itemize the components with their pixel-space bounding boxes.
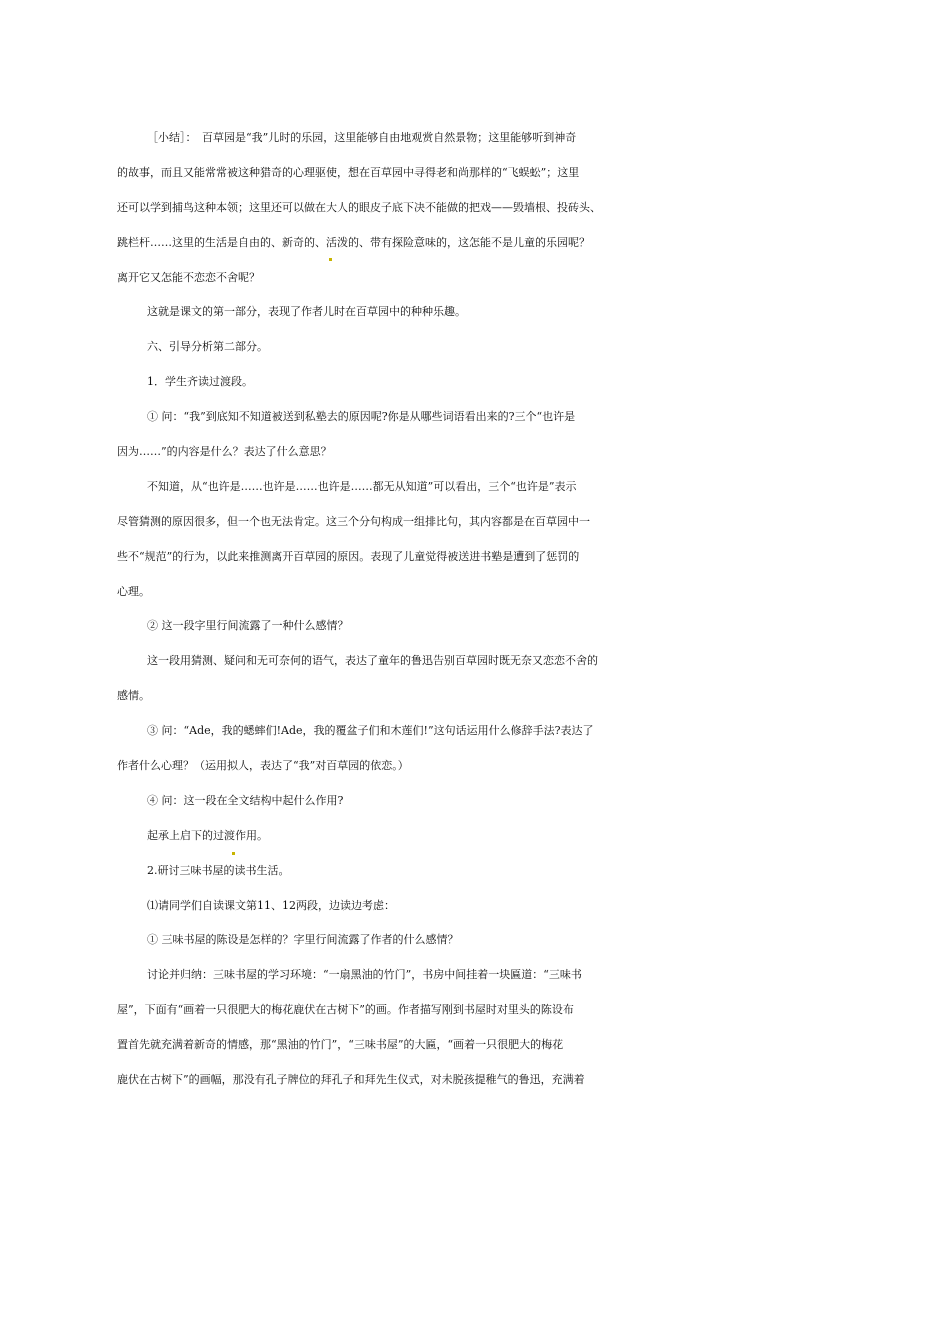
paragraph-line: 因为……”的内容是什么？表达了什么意思？ (117, 445, 332, 459)
paragraph-line: ① 三味书屋的陈设是怎样的？字里行间流露了作者的什么感情？ (147, 933, 459, 947)
paragraph-line: 讨论并归纳：三味书屋的学习环境：“一扇黑油的竹门”，书房中间挂着一块匾道：“三味书 (147, 968, 582, 982)
paragraph-line: ［小结］： 百草园是“我”儿时的乐园，这里能够自由地观赏自然景物；这里能够听到神奇 (147, 131, 577, 144)
paragraph-line: 起承上启下的过渡作用。 (147, 828, 268, 842)
paragraph-line: 这就是课文的第一部分，表现了作者儿时在百草园中的种种乐趣。 (147, 305, 466, 319)
small-mark (329, 258, 332, 261)
paragraph-line: 心理。 (117, 584, 150, 598)
paragraph-line: 置首先就充满着新奇的情感，那“黑油的竹门”，“三味书屋”的大匾，“画着一只很肥大的梅花 (117, 1038, 564, 1052)
paragraph-line: ② 这一段字里行间流露了一种什么感情？ (147, 619, 349, 633)
paragraph-line: 离开它又怎能不恋恋不舍呢？ (117, 270, 260, 284)
paragraph-line: 屋”，下面有“画着一只很肥大的梅花鹿伏在古树下”的画。作者描写刚到书屋时对里头的陈设布 (117, 1003, 574, 1017)
paragraph-line: 些不“规范”的行为，以此来推测离开百草园的原因。表现了儿童觉得被送进书塾是遭到了惩罚的 (117, 549, 580, 563)
paragraph-line: 不知道，从“也许是……也许是……也许是……都无从知道”可以看出，三个“也许是”表示 (147, 479, 577, 493)
paragraph-line: 六、引导分析第二部分。 (147, 340, 268, 354)
paragraph-line: 2.研讨三味书屋的读书生活。 (147, 863, 290, 877)
paragraph-line: 还可以学到捕鸟这种本领；这里还可以做在大人的眼皮子底下决不能做的把戏——毁墙根、投砖头、 (117, 200, 601, 214)
document-body (117, 121, 837, 1098)
paragraph-line: 感情。 (117, 689, 150, 703)
paragraph-line: 这一段用猜测、疑问和无可奈何的语气，表达了童年的鲁迅告别百草园时既无奈又恋恋不舍的 (147, 654, 598, 668)
paragraph-line: 跳栏杆……这里的生活是自由的、新奇的、活泼的、带有探险意味的，这怎能不是儿童的乐园呢？ (117, 235, 590, 249)
paragraph-line: 作者什么心理？（运用拟人，表达了“我”对百草园的依恋。） (117, 759, 409, 773)
small-mark (232, 852, 235, 855)
paragraph-line: 尽管猜测的原因很多，但一个也无法肯定。这三个分句构成一组排比句，其内容都是在百草园中一 (117, 514, 590, 528)
paragraph-line: ① 问：“我”到底知不知道被送到私塾去的原因呢?你是从哪些词语看出来的?三个“也许是 (147, 410, 576, 424)
paragraph-line: 鹿伏在古树下”的画幅，那没有孔子牌位的拜孔子和拜先生仪式，对未脱孩提稚气的鲁迅，充满着 (117, 1073, 585, 1087)
paragraph-line: 1．学生齐读过渡段。 (147, 375, 253, 389)
paragraph-line: ⑴请同学们自读课文第11、12两段，边读边考虑： (147, 898, 395, 912)
paragraph-line: 的故事，而且又能常常被这种猎奇的心理驱使，想在百草园中寻得老和尚那样的“飞蜈蚣”；这里 (117, 165, 580, 179)
paragraph-line: ④ 问：这一段在全文结构中起什么作用? (147, 793, 344, 807)
paragraph-line: ③ 问：“Ade，我的蟋蟀们!Ade，我的覆盆子们和木莲们!”这句话运用什么修辞手法?表达了 (147, 724, 594, 738)
